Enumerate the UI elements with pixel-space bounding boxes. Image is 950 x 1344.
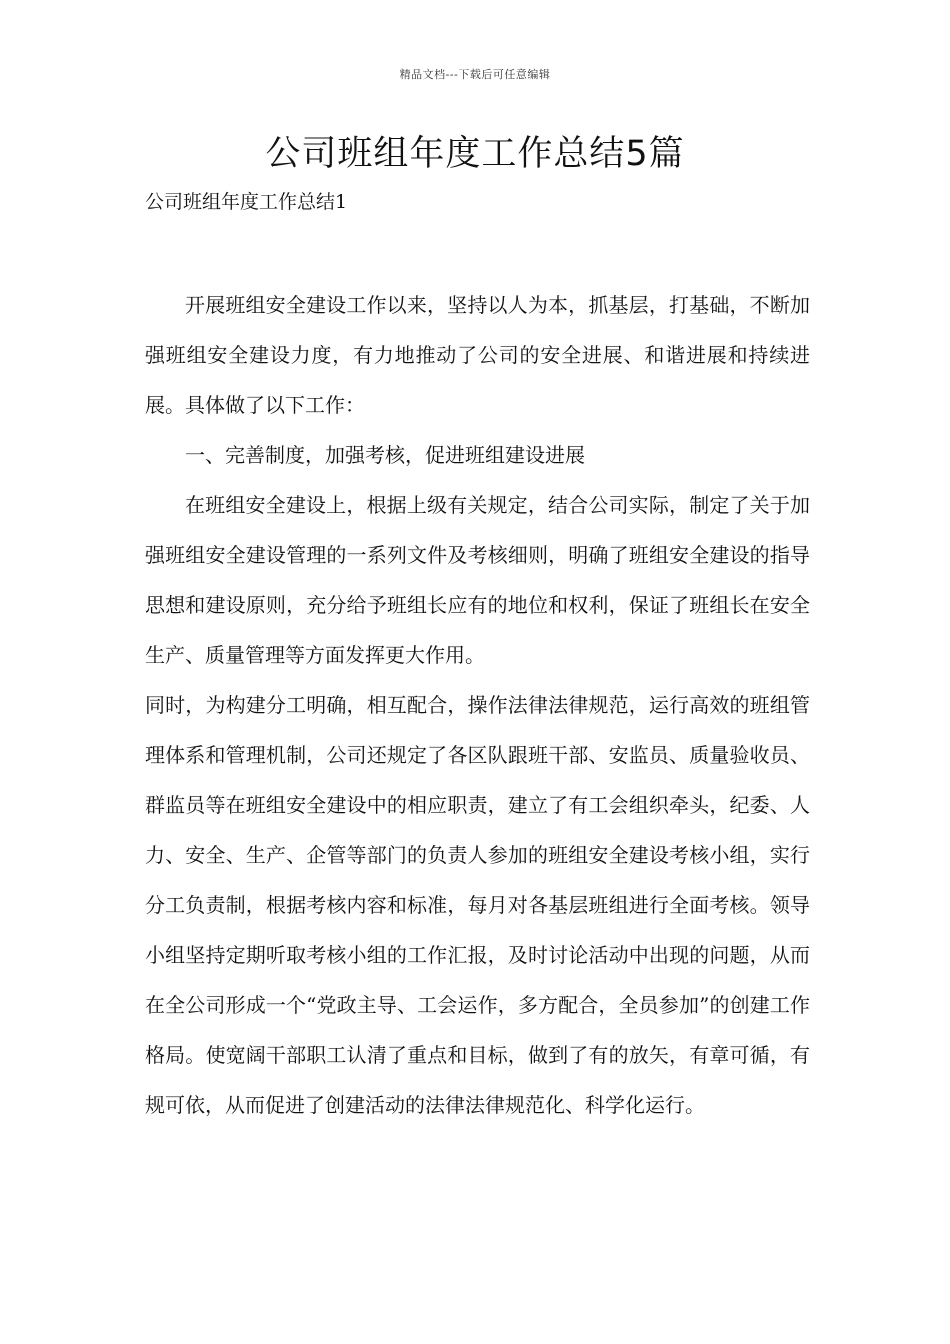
section-heading-1: 一、完善制度，加强考核，促进班组建设进展 [185,443,585,467]
paragraph-intro: 开展班组安全建设工作以来，坚持以人为本，抓基层，打基础，不断加强班组安全建设力度，有力地推动了公司的安全进展、和谐进展和持续进展。具体做了以下工作： [145,293,810,417]
section-subtitle: 公司班组年度工作总结1 [145,191,348,213]
paragraph-regulations: 在班组安全建设上，根据上级有关规定，结合公司实际，制定了关于加强班组安全建设管理的一系列文件及考核细则，明确了班组安全建设的指导思想和建设原则，充分给予班组长应有的地位和权利，保证了班组长在安全生产、质量管理等方面发挥更大作用。 [145,493,810,667]
document-body [145,280,810,1130]
paragraph-management-system: 同时，为构建分工明确，相互配合，操作法律法律规范，运行高效的班组管理体系和管理机制，公司还规定了各区队跟班干部、安监员、质量验收员、群监员等在班组安全建设中的相应职责，建立了有工会组织牵头，纪委、人力、安全、生产、企管等部门的负责人参加的班组安全建设考核小组，实行分工负责制，根据考核内容和标准，每月对各基层班组进行全面考核。领导小组坚持定期听取考核小组的工作汇报，及时讨论活动中出现的问题，从而在全公司形成一个“党政主导、工会运作，多方配合，全员参加”的创建工作格局。使宽阔干部职工认清了重点和目标，做到了有的放矢，有章可循，有规可依，从而促进了创建活动的法律法律规范化、科学化运行。 [145,693,810,1117]
header-note: 精品文档---下载后可任意编辑 [399,68,551,81]
document-title: 公司班组年度工作总结5篇 [265,134,685,174]
